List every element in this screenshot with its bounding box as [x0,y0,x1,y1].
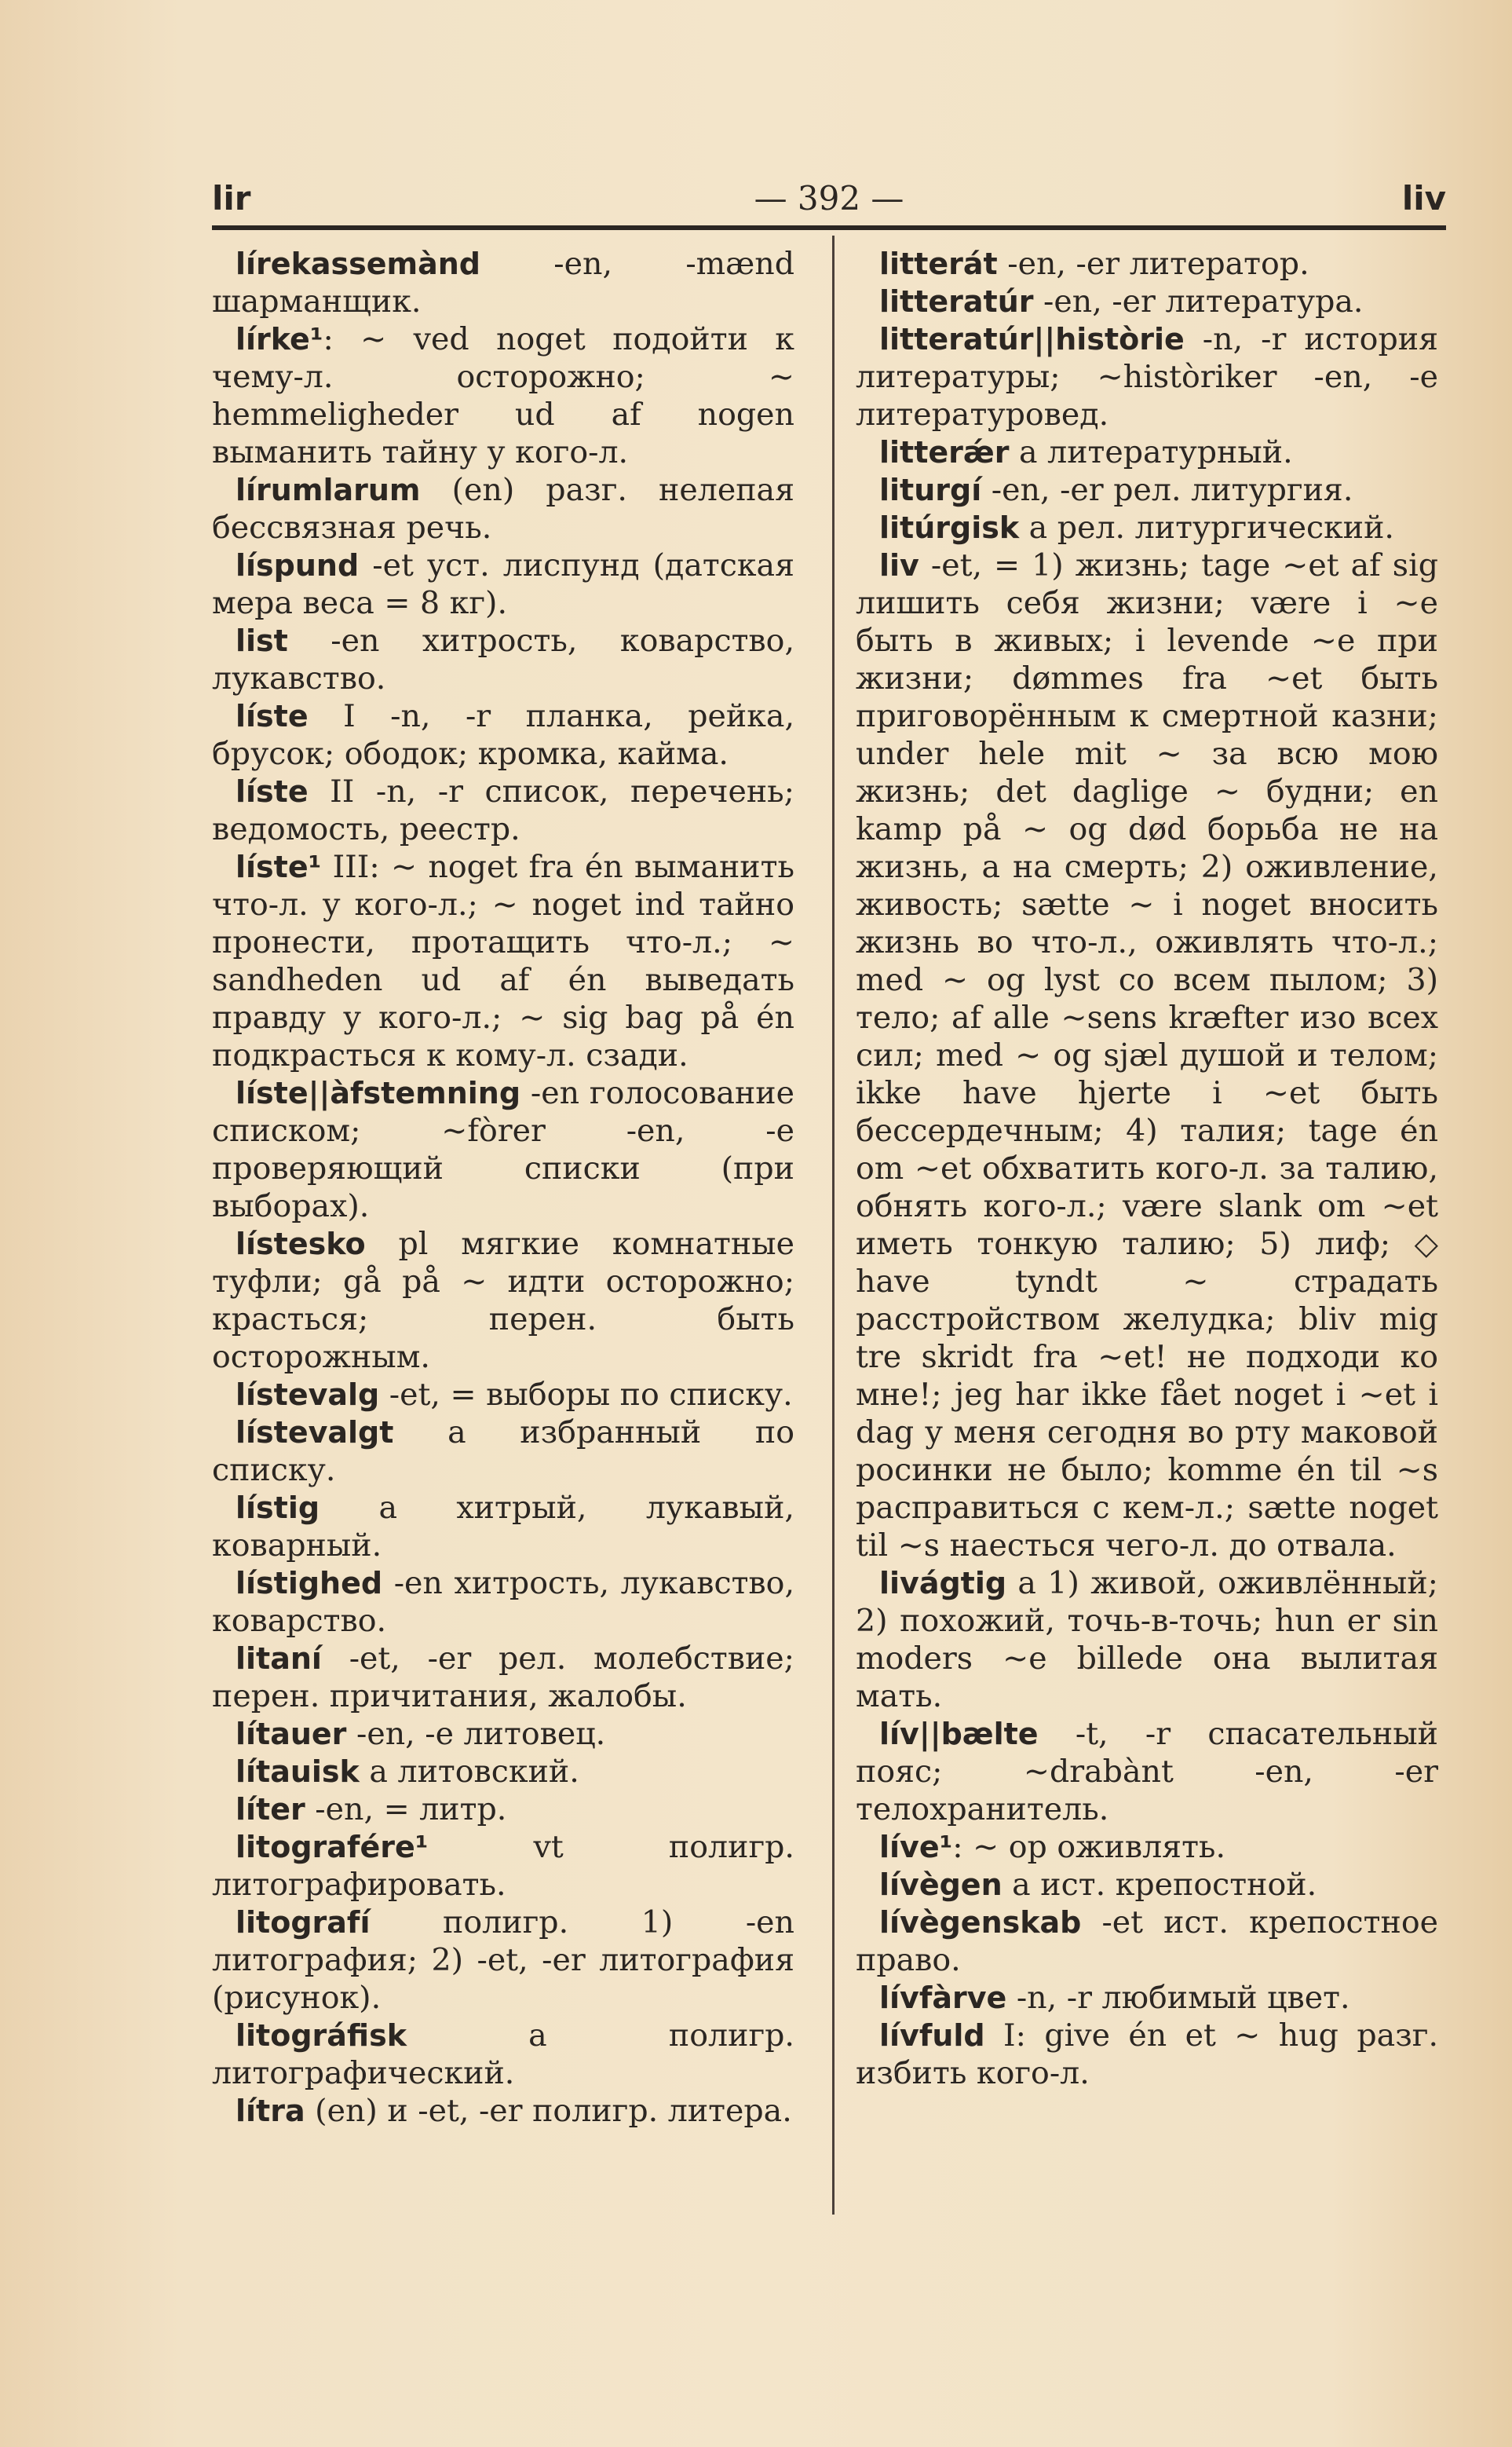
entry-headword: liturgí [879,473,982,507]
dictionary-entry [212,320,805,471]
entry-definition: a избранный по списку. [212,1414,805,1488]
entry-definition: -et ист. крепостное право. [856,1904,1448,1978]
entry-headword: lítra [236,2094,305,2128]
dictionary-entry [212,547,805,622]
dictionary-entry [212,1376,794,1414]
entry-definition: полигр. 1) -en литография; 2) -et, -er литография (рисунок). [212,1904,805,2016]
entry-headword: lístesko [236,1227,366,1261]
dictionary-entry [856,320,1448,433]
entry-definition: -n, -r история литературы; ~històriker -en, -e литературовед. [856,321,1448,433]
entry-definition: a 1) живой, оживлённый; 2) похожий, точь-в-точь; hun er sin moders ~e billede она вылитая мать. [856,1565,1448,1714]
dictionary-entry [212,773,805,848]
entry-headword: lívègen [879,1867,1003,1902]
entry-definition: -et, = 1) жизнь; tage ~et af sig лишить себя жизни; være i ~e быть в живых; i levende ~e при жизни; dømmes fra ~et быть приговорённым к смертной казни; under hele mit ~ за всю мою жизнь; det daglige ~ будни; en kamp på ~ og død борьба не на жизнь, а на смерть; 2) оживление, живость; sætte ~ i noget вносить жизнь во что-л., оживлять что-л.; med ~ og lyst со всем пылом; 3) тело; af alle ~sens kræfter изо всех сил; med ~ og sjæl душой и телом; ikke have hjerte i ~et быть бессердечным; 4) талия; tage én om ~et обхватить кого-л. за талию, обнять кого-л.; være slank om ~et иметь тонкую талию; 5) лиф; ◇ have tyndt ~ страдать расстройством желудка; bliv mig tre skridt fra ~et! не подходи ко мне!; jeg har ikke fået noget i ~et i dag у меня сегодня во рту маковой росинки не было; komme én til ~s расправиться с кем-л.; sætte noget til ~s наесться чего-л. до отвала. [856,547,1448,1564]
entry-headword: list [236,624,288,658]
entry-definition: I -n, -r планка, рейка, брусок; ободок; кромка, кайма. [212,698,805,772]
dictionary-entry [212,1790,794,1828]
right-column [856,245,1448,2092]
entry-definition: -en, -er рел. литургия. [981,472,1353,508]
dictionary-entry [856,1564,1448,1715]
entry-definition: -en, -er литература. [1033,283,1364,320]
entry-definition: -en хитрость, лукавство, коварство. [212,1565,805,1639]
entry-headword: líter [236,1792,305,1827]
entry-definition: a ист. крепостной. [1002,1867,1317,1903]
entry-definition: II -n, -r список, перечень; ведомость, реестр. [212,774,805,847]
entry-definition: (en) разг. нелепая бессвязная речь. [212,472,805,546]
entry-headword: lírke¹ [236,322,323,357]
dictionary-entry [212,1753,794,1790]
entry-definition: -t, -r спасательный пояс; ~drabànt -en, -er телохранитель. [856,1716,1448,1827]
dictionary-entry [212,1489,805,1564]
dictionary-entry [212,1828,805,1904]
entry-definition: a рел. литургический. [1019,510,1394,546]
entry-headword: lívfàrve [879,1981,1007,2015]
dictionary-entry [856,471,1438,509]
entry-definition: -en, -e литовец. [346,1716,606,1752]
running-header [212,179,1446,226]
dictionary-entry [212,1904,805,2017]
dictionary-entry [856,509,1438,547]
column-divider [832,236,835,2215]
entry-definition: -en, = литр. [305,1791,507,1827]
entry-headword: lístevalg [236,1377,380,1412]
entry-definition: -en, -mænd шарманщик. [212,246,805,320]
dictionary-entry [856,2017,1448,2092]
header-rule [212,225,1446,230]
entry-definition: : ~ op оживлять. [952,1829,1225,1865]
entry-definition: a хитрый, лукавый, коварный. [212,1490,805,1564]
entry-headword: litaní [236,1641,322,1676]
entry-headword: lív||bælte [879,1717,1039,1751]
entry-definition: III: ~ noget fra én выманить что-л. у кого-л.; ~ noget ind тайно пронести, протащить что-л.; ~ sandheden ud af én выведать правду у кого-л.; ~ sig bag på én подкрасться к кому-л. сзади. [212,849,805,1074]
dictionary-entry [856,547,1448,1564]
dictionary-entry [856,1979,1438,2017]
entry-definition: -en хитрость, коварство, лукавство. [212,623,805,697]
entry-headword: líste [236,699,309,733]
dictionary-entry [856,245,1438,283]
dictionary-entry [212,2092,794,2130]
entry-headword: lírumlarum [236,473,421,507]
entry-definition: a литературный. [1009,434,1293,470]
dictionary-entry [856,1828,1438,1866]
dictionary-entry [212,848,805,1074]
entry-headword: litúrgisk [879,510,1020,545]
entry-definition: pl мягкие комнатные туфли; gå på ~ идти осторожно; красться; перен. быть осторожным. [212,1226,805,1375]
dictionary-entry [856,433,1438,471]
entry-headword: líste||àfstemning [236,1076,521,1110]
entry-headword: líve¹ [879,1830,953,1864]
entry-headword: litografére¹ [236,1830,429,1864]
entry-headword: livágtig [879,1566,1007,1600]
dictionary-entry [212,1715,794,1753]
entry-headword: lírekassemànd [236,247,480,281]
entry-headword: litterát [879,247,998,281]
entry-definition: -et уст. лиспунд (датская мера веса = 8 кг). [212,547,805,621]
entry-definition: a литовский. [359,1754,579,1790]
entry-headword: líste¹ [236,850,322,884]
dictionary-entry [212,1564,805,1640]
entry-headword: litografí [236,1905,371,1940]
entry-headword: lívfuld [879,2018,985,2053]
dictionary-entry [856,1715,1448,1828]
entry-headword: lístig [236,1491,320,1525]
entry-definition: -en голосование списком; ~fòrer -en, -e проверяющий списки (при выборах). [212,1075,805,1224]
entry-headword: litteratúr [879,284,1034,319]
entry-definition: a полигр. литографический. [212,2017,805,2091]
dictionary-entry [212,2017,805,2092]
dictionary-entry [856,283,1438,320]
dictionary-entry [212,1074,805,1225]
dictionary-entry [856,1904,1448,1979]
entry-headword: lístevalgt [236,1415,394,1450]
dictionary-entry [212,622,805,697]
dictionary-entry [212,1414,805,1489]
entry-definition: vt полигр. литографировать. [212,1829,805,1903]
entry-headword: líste [236,774,309,809]
header-right-guideword: liv [1401,179,1446,218]
entry-headword: litográfisk [236,2018,407,2053]
dictionary-entry [212,1225,805,1376]
entry-definition: I: give én et ~ hug разг. избить кого-л. [856,2017,1448,2091]
entry-definition: -et, = выборы по списку. [379,1377,793,1413]
dictionary-entry [212,1640,805,1715]
entry-definition: (en) и -et, -er полигр. литера. [305,2093,792,2129]
entry-headword: lítauisk [236,1754,360,1789]
entry-headword: lístighed [236,1566,383,1600]
dictionary-entry [212,471,805,547]
entry-definition: -et, -er рел. молебствие; перен. причитания, жалобы. [212,1640,805,1714]
dictionary-entry [212,697,805,773]
entry-definition: -n, -r любимый цвет. [1006,1980,1350,2016]
header-left-guideword: lir [212,179,251,218]
entry-headword: liv [879,548,919,583]
entry-headword: litterǽr [879,435,1010,470]
left-column [212,245,805,2130]
page-number: — 392 — [754,179,904,218]
entry-headword: lívègenskab [879,1905,1082,1940]
dictionary-entry [856,1866,1438,1904]
dictionary-entry [212,245,805,320]
entry-headword: lítauer [236,1717,347,1751]
entry-definition: -en, -er литератор. [997,246,1309,282]
entry-headword: litteratúr||històrie [879,322,1185,357]
entry-headword: líspund [236,548,360,583]
entry-definition: : ~ ved noget подойти к чему-л. осторожно; ~ hemmeligheder ud af nogen выманить тайну у кого-л. [212,321,805,470]
